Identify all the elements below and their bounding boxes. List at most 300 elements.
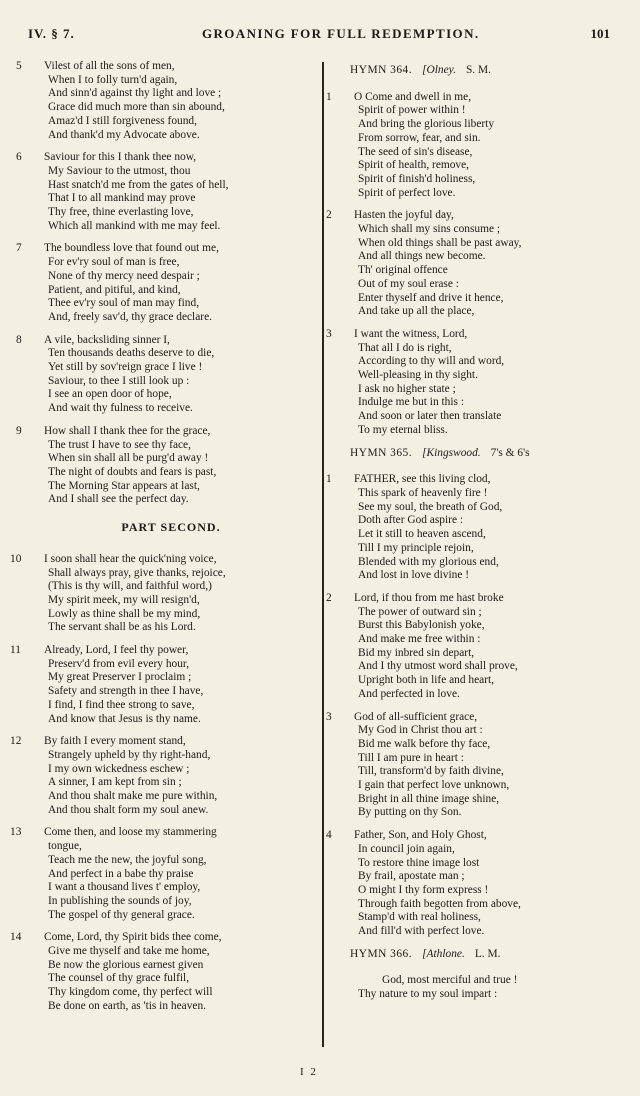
verse-text: I soon shall hear the quick'ning voice, xyxy=(44,552,217,565)
hymn-list xyxy=(326,64,612,1002)
verse-text: Till, transform'd by faith divine, xyxy=(358,765,504,778)
verse-line xyxy=(30,713,312,727)
verse-text: Bid me walk before thy face, xyxy=(358,737,491,750)
verse-line xyxy=(340,765,612,779)
verse-text: And thou shalt make me pure within, xyxy=(48,790,218,803)
verse-text: Already, Lord, I feel thy power, xyxy=(44,644,189,657)
verse-text: I find, I find thee strong to save, xyxy=(48,698,195,711)
verse-line xyxy=(30,439,312,453)
verse-text: The trust I have to see thy face, xyxy=(48,438,191,451)
verse-text: Stamp'd with real holiness, xyxy=(358,911,481,924)
verse-line xyxy=(340,988,612,1002)
verse-line xyxy=(10,931,312,945)
verse-text: My spirit meek, my will resign'd, xyxy=(48,593,200,606)
verse-number: 2 xyxy=(326,591,332,604)
verse-line xyxy=(340,674,612,688)
verse-text: O might I thy form express ! xyxy=(358,883,489,896)
verse-line xyxy=(340,424,612,438)
verse-text: Bright in all thine image shine, xyxy=(358,792,500,805)
verse xyxy=(10,735,312,817)
verse xyxy=(16,151,312,233)
verse-text: Be done on earth, as 'tis in heaven. xyxy=(48,999,206,1012)
verse-line xyxy=(30,101,312,115)
hymn-number: HYMN 365. xyxy=(350,446,413,459)
verse-text: Enter thyself and drive it hence, xyxy=(358,291,504,304)
verse-line xyxy=(340,542,612,556)
verse-line xyxy=(30,115,312,129)
verse-text: To restore thine image lost xyxy=(358,856,480,869)
verse-text: I gain that perfect love unknown, xyxy=(358,779,510,792)
verse-text: This spark of heavenly fire ! xyxy=(358,486,488,499)
verse-line xyxy=(340,606,612,620)
verse-text: That all I do is right, xyxy=(358,341,452,354)
verse-text: See my soul, the breath of God, xyxy=(358,500,503,513)
verse-text: Burst this Babylonish yoke, xyxy=(358,619,485,632)
verse-line xyxy=(340,633,612,647)
verse-text: For ev'ry soul of man is free, xyxy=(48,256,180,269)
verse-line xyxy=(340,884,612,898)
verse-text: Thy free, thine everlasting love, xyxy=(48,206,194,219)
tune-name: [Olney. xyxy=(422,64,456,76)
verse-line xyxy=(30,840,312,854)
verse-text: Let it still to heaven ascend, xyxy=(358,528,486,541)
verse-text: Vilest of all the sons of men, xyxy=(44,60,175,72)
verse-line xyxy=(340,619,612,633)
verse-line xyxy=(16,424,312,439)
verse-line xyxy=(30,854,312,868)
verse-text: (This is thy will, and faithful word,) xyxy=(48,580,212,593)
verse-line xyxy=(30,452,312,466)
verse-text: Give me thyself and take me home, xyxy=(48,945,210,958)
verse-text: Hasten the joyful day, xyxy=(354,209,454,222)
verse-line xyxy=(340,104,612,118)
verse-line xyxy=(30,881,312,895)
verse-line xyxy=(340,501,612,515)
verse-line xyxy=(326,90,612,105)
verse-line xyxy=(340,925,612,939)
verse-text: My Saviour to the utmost, thou xyxy=(48,164,191,177)
verse-text: Lowly as thine shall be my mind, xyxy=(48,607,201,620)
verse-line xyxy=(30,594,312,608)
verse-line xyxy=(326,473,612,487)
hymn-heading xyxy=(350,447,612,461)
verse-text: And fill'd with perfect love. xyxy=(358,925,485,938)
verse-text: Th' original offence xyxy=(358,264,448,277)
verse-line xyxy=(10,552,312,567)
verse-text: Doth after God aspire : xyxy=(358,514,464,527)
verse-number: 11 xyxy=(10,644,21,657)
verse-line xyxy=(340,278,612,292)
verse-text: I want a thousand lives t' employ, xyxy=(48,881,201,894)
verse-text: By frail, apostate man ; xyxy=(358,870,465,883)
verse-text: In publishing the sounds of joy, xyxy=(48,894,192,907)
verse-line xyxy=(30,375,312,389)
verse-line xyxy=(340,514,612,528)
verse xyxy=(326,209,612,319)
verse-line xyxy=(30,179,312,193)
verse-line xyxy=(340,187,612,201)
verse xyxy=(16,424,312,507)
verse-line xyxy=(30,466,312,480)
verse-line xyxy=(16,60,312,74)
verse-line xyxy=(340,738,612,752)
verse-line xyxy=(340,305,612,319)
verse-line xyxy=(340,752,612,766)
verse-text: And perfected in love. xyxy=(358,687,460,700)
verse-text: The seed of sin's disease, xyxy=(358,145,473,158)
verse-text: And soon or later then translate xyxy=(358,410,502,423)
verse-text: Saviour, to thee I still look up : xyxy=(48,374,190,387)
verse-text: And make me free within : xyxy=(358,633,481,646)
verse-line xyxy=(30,804,312,818)
verse-text: To my eternal bliss. xyxy=(358,423,448,436)
verse-text: I my own wickedness eschew ; xyxy=(48,762,190,775)
verse-line xyxy=(30,671,312,685)
verse-line xyxy=(30,165,312,179)
verse-text: Spirit of finish'd holiness, xyxy=(358,172,476,185)
hymn-number: HYMN 364. xyxy=(350,64,413,76)
verse xyxy=(16,333,312,416)
verse-line xyxy=(326,209,612,223)
page-number: 101 xyxy=(590,26,610,41)
verse-text: By faith I every moment stand, xyxy=(44,735,186,748)
verse-number: 6 xyxy=(16,151,22,164)
metre: S. M. xyxy=(465,64,491,76)
verse-line xyxy=(340,724,612,738)
verse-line xyxy=(340,159,612,173)
verse-text: Amaz'd I still forgiveness found, xyxy=(48,114,197,127)
verse-line xyxy=(30,621,312,635)
verse-number: 9 xyxy=(16,424,22,437)
verse-line xyxy=(30,685,312,699)
verse-text: And all things new become. xyxy=(358,250,486,263)
verse-line xyxy=(340,487,612,501)
tune-name: [Athlone. xyxy=(422,947,465,960)
verse-text: Indulge me but in this : xyxy=(358,396,464,409)
verse-line xyxy=(30,945,312,959)
verse-text: God, most merciful and true ! xyxy=(382,974,518,987)
verse-text: FATHER, see this living clod, xyxy=(354,473,491,486)
verse-line xyxy=(10,826,312,840)
verse xyxy=(10,644,312,726)
verses-part-two xyxy=(10,552,312,1014)
verse-line xyxy=(340,292,612,306)
verse-line xyxy=(10,644,312,658)
verse-line xyxy=(340,660,612,674)
verse-text: A sinner, I am kept from sin ; xyxy=(48,776,182,789)
verse-line xyxy=(340,870,612,884)
verse-line xyxy=(340,528,612,542)
verse-line xyxy=(340,264,612,278)
verse-text: Safety and strength in thee I have, xyxy=(48,685,204,698)
verse xyxy=(326,591,612,702)
verse-line xyxy=(30,959,312,973)
verse-text: Yet still by sov'reign grace I live ! xyxy=(48,361,203,374)
verse-number: 4 xyxy=(326,829,332,842)
verse-text: None of thy mercy need despair ; xyxy=(48,269,200,282)
verse-text: Be now the glorious earnest given xyxy=(48,958,204,971)
verse-line xyxy=(30,129,312,143)
verse-text: And take up all the place, xyxy=(358,305,475,318)
verse xyxy=(10,552,312,635)
verse-text: My great Preserver I proclaim ; xyxy=(48,671,192,684)
verse-text: Grace did much more than sin abound, xyxy=(48,101,225,114)
verse-text: God of all-sufficient grace, xyxy=(354,710,478,723)
verse-text: Father, Son, and Holy Ghost, xyxy=(354,829,487,842)
verse-line xyxy=(340,857,612,871)
signature-mark: I 2 xyxy=(300,1066,318,1078)
verse-line xyxy=(340,369,612,383)
verse-line xyxy=(326,829,612,843)
verse-text: And know that Jesus is thy name. xyxy=(48,712,201,725)
metre: 7's & 6's xyxy=(490,446,530,459)
verse-text: Well-pleasing in thy sight. xyxy=(358,369,478,382)
verse-text: Till I am pure in heart : xyxy=(358,751,464,764)
verse-line xyxy=(326,710,612,725)
verse-text: The power of outward sin ; xyxy=(358,605,482,618)
verse-text: Spirit of health, remove, xyxy=(358,159,470,172)
verse-text: Strangely upheld by thy right-hand, xyxy=(48,748,211,761)
verse-number: 14 xyxy=(10,931,22,944)
verse-line xyxy=(30,192,312,206)
verse-number: 3 xyxy=(326,327,332,340)
page-header xyxy=(28,26,610,46)
verse-line xyxy=(340,355,612,369)
verse-line xyxy=(30,790,312,804)
verse-text: Out of my soul erase : xyxy=(358,277,459,290)
verse-number: 13 xyxy=(10,826,22,839)
verse-text: And thou shalt form my soul anew. xyxy=(48,803,209,816)
verse-line xyxy=(30,580,312,594)
verse-number: 5 xyxy=(16,60,22,72)
verse-text: I see an open door of hope, xyxy=(48,388,172,401)
hymn-number: HYMN 366. xyxy=(350,947,413,960)
verse-text: Come then, and loose my stammering xyxy=(44,826,217,839)
verse xyxy=(10,826,312,922)
verse-line xyxy=(30,361,312,375)
verse-text: The Morning Star appears at last, xyxy=(48,479,200,492)
verse-line xyxy=(30,388,312,402)
verse-line xyxy=(30,972,312,986)
verse-line xyxy=(340,237,612,251)
verse-line xyxy=(30,699,312,713)
verse-number: 1 xyxy=(326,90,332,103)
verse-line xyxy=(340,342,612,356)
verse xyxy=(326,473,612,583)
verse-text: And perfect in a babe thy praise xyxy=(48,867,194,880)
verse-line xyxy=(30,776,312,790)
verse-text: Ten thousands deaths deserve to die, xyxy=(48,347,215,360)
verse-text: Spirit of perfect love. xyxy=(358,186,456,199)
verse-text: tongue, xyxy=(48,840,82,853)
verse-line xyxy=(30,297,312,311)
verse-text: Which all mankind with me may feel. xyxy=(48,219,221,232)
verse-line xyxy=(340,779,612,793)
verse-text: The gospel of thy general grace. xyxy=(48,908,195,921)
verse-number: 3 xyxy=(326,710,332,723)
verse-text: Thee ev'ry soul of man may find, xyxy=(48,297,200,310)
verse-line xyxy=(340,843,612,857)
verse xyxy=(16,60,312,142)
verse-text: Thy nature to my soul impart : xyxy=(358,988,498,1001)
verse-text: When old things shall be past away, xyxy=(358,236,522,249)
verse-line xyxy=(30,256,312,270)
verse-line xyxy=(340,223,612,237)
running-title: GROANING FOR FULL REDEMPTION. xyxy=(202,26,480,41)
verse-line xyxy=(30,658,312,672)
verse-text: And, freely sav'd, thy grace declare. xyxy=(48,310,212,323)
section-marker: IV. § 7. xyxy=(28,26,75,41)
verse-text: According to thy will and word, xyxy=(358,355,505,368)
verse-line xyxy=(340,410,612,424)
verse-line xyxy=(340,146,612,160)
verse-line xyxy=(30,347,312,361)
verse-text: Which shall my sins consume ; xyxy=(358,223,501,236)
verses-part-one xyxy=(16,60,312,507)
verse-text: By putting on thy Son. xyxy=(358,806,462,819)
verse-text: Bid my inbred sin depart, xyxy=(358,646,475,659)
verse-line xyxy=(340,556,612,570)
verse-text: My God in Christ thou art : xyxy=(358,724,483,737)
verse-text: The night of doubts and fears is past, xyxy=(48,465,217,478)
verse-text: And wait thy fulness to receive. xyxy=(48,402,193,415)
verse-text: Patient, and pitiful, and kind, xyxy=(48,283,181,296)
verse xyxy=(326,327,612,438)
hymn-verses xyxy=(326,90,612,438)
hymn-heading xyxy=(350,948,612,962)
verse xyxy=(10,931,312,1013)
metre: L. M. xyxy=(474,947,501,960)
verse-line xyxy=(340,118,612,132)
verse-text: And sinn'd against thy light and love ; xyxy=(48,87,222,100)
hymn-verses xyxy=(326,473,612,939)
verse-line xyxy=(30,220,312,234)
verse-text: Saviour for this I thank thee now, xyxy=(44,151,197,164)
verse-text: Thy kingdom come, thy perfect will xyxy=(48,986,213,999)
verse-line xyxy=(340,898,612,912)
verse-text: O Come and dwell in me, xyxy=(354,90,472,103)
verse-text: And lost in love divine ! xyxy=(358,569,470,582)
verse-line xyxy=(30,749,312,763)
verse-line xyxy=(340,250,612,264)
verse-text: I want the witness, Lord, xyxy=(354,327,468,340)
verse-line xyxy=(326,327,612,342)
hymn-verses xyxy=(340,974,612,1001)
verse-text: Upright both in life and heart, xyxy=(358,674,495,687)
verse-number: 12 xyxy=(10,735,22,748)
verse-text: And bring the glorious liberty xyxy=(358,118,495,131)
verse-line xyxy=(30,1000,312,1014)
verse-line xyxy=(30,206,312,220)
verse-text: And I shall see the perfect day. xyxy=(48,493,189,506)
verse-text: Come, Lord, thy Spirit bids thee come, xyxy=(44,931,222,944)
verse-line xyxy=(30,311,312,325)
verse-text: Through faith begotten from above, xyxy=(358,897,521,910)
verse xyxy=(16,242,312,324)
verse-line xyxy=(30,402,312,416)
hymn-heading xyxy=(350,64,612,78)
verse-line xyxy=(16,242,312,256)
verse-text: That I to all mankind may prove xyxy=(48,192,196,205)
verse-line xyxy=(16,333,312,348)
verse-line xyxy=(340,132,612,146)
verse-line xyxy=(30,74,312,88)
verse-text: And thank'd my Advocate above. xyxy=(48,128,200,141)
verse-line xyxy=(326,591,612,606)
verse-line xyxy=(30,909,312,923)
verse-text: From sorrow, fear, and sin. xyxy=(358,131,481,144)
verse-line xyxy=(30,284,312,298)
verse-number: 7 xyxy=(16,242,22,255)
verse-line xyxy=(30,567,312,581)
verse-text: Spirit of power within ! xyxy=(358,104,466,117)
left-column xyxy=(10,60,312,1023)
verse-text: The boundless love that found out me, xyxy=(44,242,219,255)
verse-number: 2 xyxy=(326,209,332,222)
verse xyxy=(340,974,612,1001)
verse-text: I ask no higher state ; xyxy=(358,382,456,395)
verse-line xyxy=(340,974,612,988)
verse xyxy=(326,90,612,201)
verse-text: Shall always pray, give thanks, rejoice, xyxy=(48,566,226,579)
verse xyxy=(326,829,612,939)
right-column xyxy=(326,60,612,1011)
verse-text: Teach me the new, the joyful song, xyxy=(48,853,207,866)
verse-line xyxy=(340,688,612,702)
verse-line xyxy=(30,763,312,777)
verse-line xyxy=(30,868,312,882)
verse-number: 10 xyxy=(10,552,22,565)
verse-line xyxy=(16,151,312,165)
verse-text: How shall I thank thee for the grace, xyxy=(44,424,211,437)
verse-line xyxy=(340,396,612,410)
verse-number: 8 xyxy=(16,333,22,346)
verse-line xyxy=(30,270,312,284)
verse-text: And I thy utmost word shall prove, xyxy=(358,660,518,673)
verse-line xyxy=(340,647,612,661)
verse-line xyxy=(340,806,612,820)
part-heading: PART SECOND. xyxy=(121,520,221,535)
verse-line xyxy=(340,793,612,807)
verse-text: When sin shall all be purg'd away ! xyxy=(48,452,209,465)
column-divider xyxy=(322,62,324,1047)
verse-text: Blended with my glorious end, xyxy=(358,555,499,568)
verse-line xyxy=(10,735,312,749)
tune-name: [Kingswood. xyxy=(422,446,481,459)
verse-text: In council join again, xyxy=(358,842,455,855)
verse-line xyxy=(30,608,312,622)
verse-text: When I to folly turn'd again, xyxy=(48,73,178,86)
verse-line xyxy=(30,493,312,507)
verse-text: The counsel of thy grace fulfil, xyxy=(48,972,190,985)
verse-line xyxy=(30,87,312,101)
verse-line xyxy=(340,569,612,583)
verse-text: Lord, if thou from me hast broke xyxy=(354,591,504,604)
verse-text: The servant shall be as his Lord. xyxy=(48,621,196,634)
verse-text: Hast snatch'd me from the gates of hell, xyxy=(48,178,229,191)
verse xyxy=(326,710,612,821)
verse-text: A vile, backsliding sinner I, xyxy=(44,333,170,346)
verse-line xyxy=(340,173,612,187)
verse-text: Preserv'd from evil every hour, xyxy=(48,657,190,670)
verse-line xyxy=(340,383,612,397)
verse-line xyxy=(340,911,612,925)
verse-line xyxy=(30,895,312,909)
verse-line xyxy=(30,986,312,1000)
verse-text: Till I my principle rejoin, xyxy=(358,541,474,554)
verse-number: 1 xyxy=(326,473,332,486)
verse-line xyxy=(30,480,312,494)
